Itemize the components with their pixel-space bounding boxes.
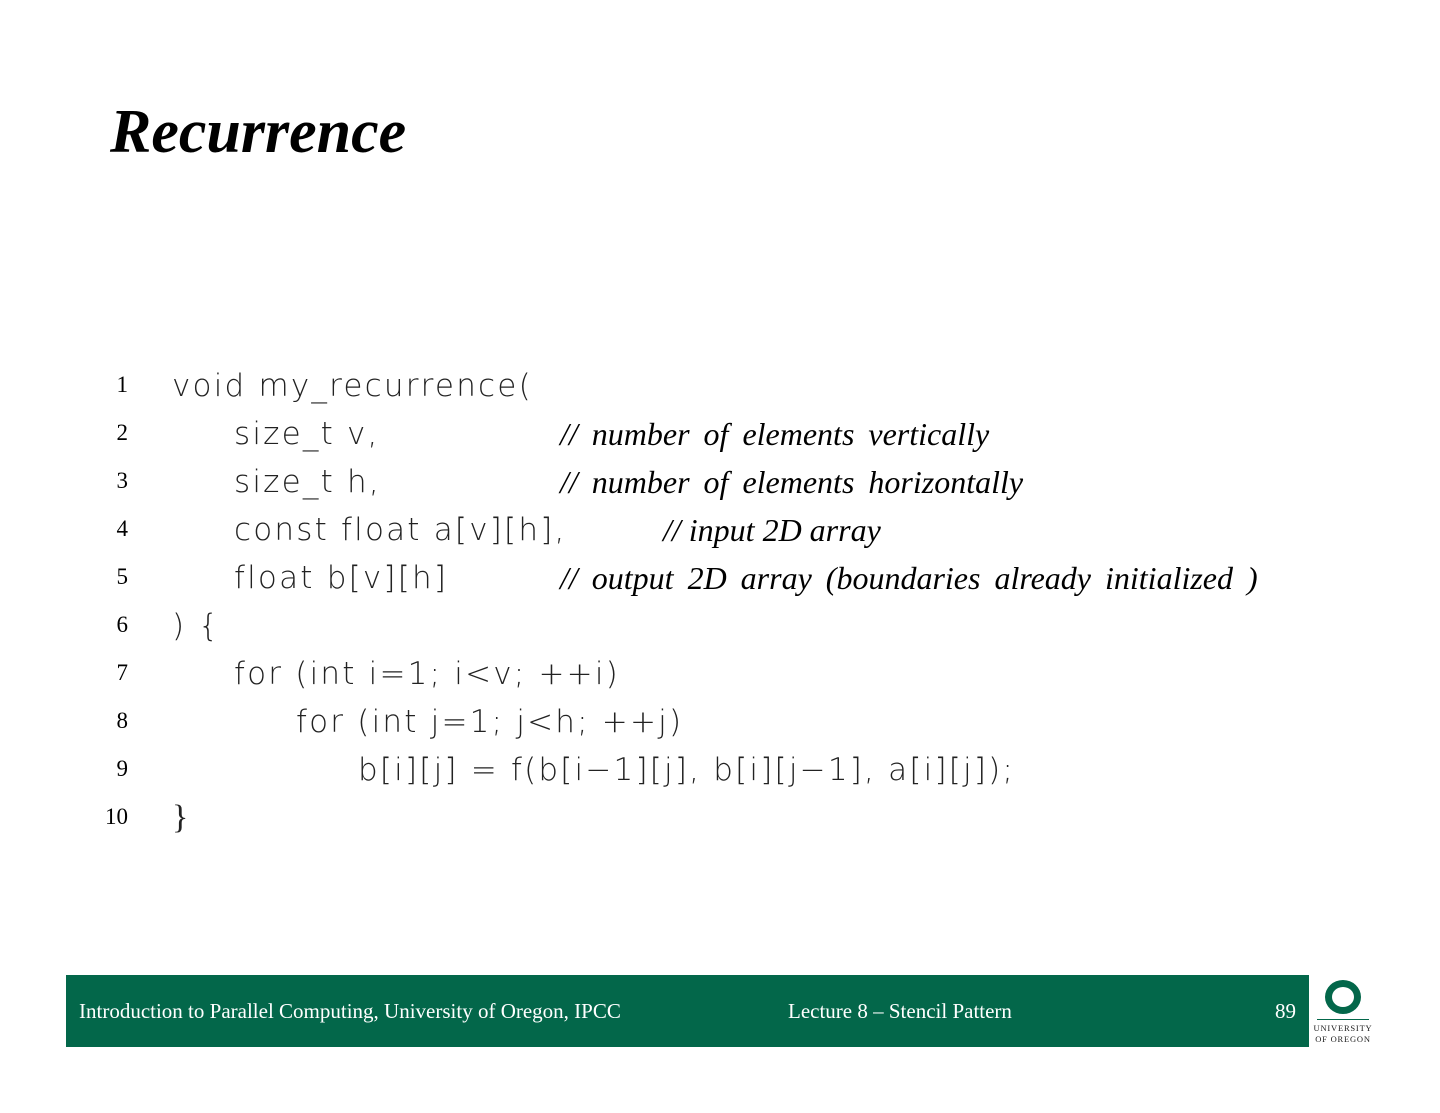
code-text: b[i][j] = f(b[i−1][j], b[i][j−1], a[i][j]); — [358, 752, 1016, 788]
line-number: 3 — [116, 468, 128, 493]
code-text: for (int j=1; j<h; ++j) — [296, 704, 684, 740]
line-number: 9 — [116, 756, 128, 781]
code-text: ) { — [172, 608, 221, 644]
line-number: 1 — [116, 372, 128, 397]
footer-course-title: Introduction to Parallel Computing, University of Oregon, IPCC — [79, 999, 621, 1023]
line-number: 8 — [116, 708, 128, 733]
line-number: 4 — [116, 516, 128, 541]
code-line-2 — [90, 410, 1380, 458]
code-line-10 — [90, 794, 1380, 842]
logo-text-line2: OF OREGON — [1315, 1034, 1371, 1044]
code-text: size_t h, — [234, 464, 381, 500]
code-text: for (int i=1; i<v; ++i) — [234, 656, 620, 692]
code-text: } — [172, 799, 191, 836]
code-comment: // number of elements vertically — [560, 416, 990, 452]
line-number: 7 — [116, 660, 128, 685]
code-line-4 — [90, 506, 1380, 554]
slide-footer — [66, 975, 1309, 1047]
line-number: 5 — [116, 564, 128, 589]
line-number: 2 — [116, 420, 128, 445]
code-text: const float a[v][h], — [234, 512, 567, 548]
logo-text-line1: UNIVERSITY — [1313, 1023, 1373, 1033]
code-text: size_t v, — [234, 416, 380, 452]
code-text: float b[v][h] — [234, 560, 449, 596]
slide-title: Recurrence — [110, 98, 407, 166]
oregon-o-icon — [1325, 980, 1361, 1014]
code-line-1 — [90, 362, 1380, 410]
university-logo — [1309, 975, 1377, 1047]
code-line-5 — [90, 554, 1380, 602]
code-text: void my_recurrence( — [172, 368, 533, 404]
code-line-9 — [90, 746, 1380, 794]
line-number: 6 — [116, 612, 128, 637]
code-comment: // input 2D array — [663, 512, 881, 548]
logo-divider — [1317, 1019, 1369, 1020]
code-comment: // number of elements horizontally — [560, 464, 1024, 500]
code-comment: // output 2D array (boundaries already initialized ) — [560, 560, 1258, 596]
footer-page-number: 89 — [1275, 999, 1296, 1023]
code-line-3 — [90, 458, 1380, 506]
code-line-6 — [90, 602, 1380, 650]
footer-lecture-title: Lecture 8 – Stencil Pattern — [788, 999, 1012, 1023]
code-line-8 — [90, 698, 1380, 746]
code-line-7 — [90, 650, 1380, 698]
line-number: 10 — [105, 804, 128, 829]
